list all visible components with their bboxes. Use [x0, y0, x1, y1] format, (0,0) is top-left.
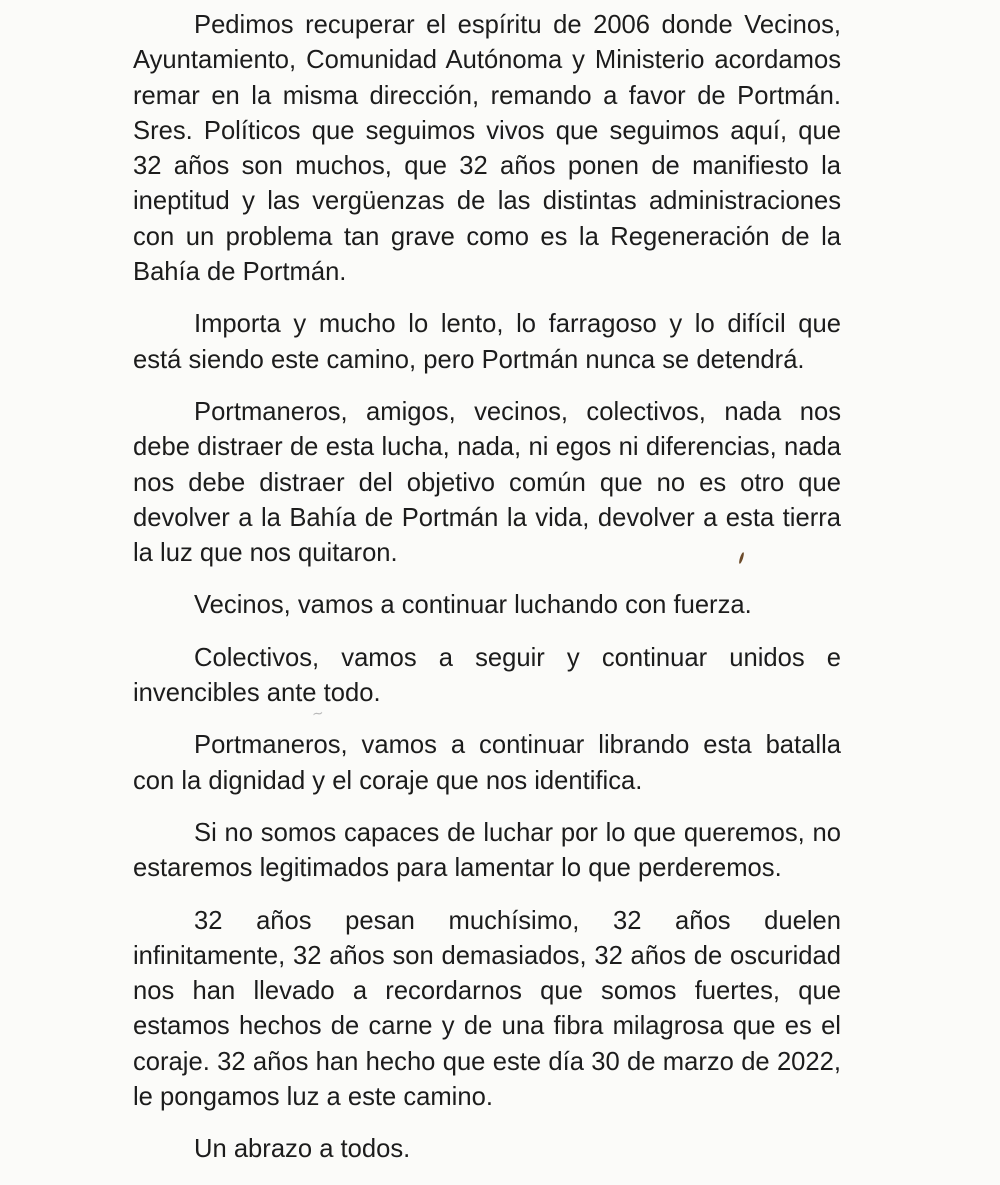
paragraph-1: Pedimos recuperar el espíritu de 2006 donde Vecinos, Ayuntamiento, Comunidad Autónoma y Ministerio acordamos remar en la misma dirección, remando a favor de Portmán. Sres. Políticos que seguimos vivos que seguimos aquí, que 32 años son muchos, que 32 años ponen de manifiesto la ineptitud y las vergüenzas de las distintas administraciones con un problema tan grave como es la Regeneración de la Bahía de Portmán.: [133, 11, 841, 287]
paragraph-2: Importa y mucho lo lento, lo farragoso y lo difícil que está siendo este camino, pero Portmán nunca se detendrá.: [133, 310, 841, 374]
paragraph-6: Portmaneros, vamos a continuar librando esta batalla con la dignidad y el coraje que nos identifica.: [133, 731, 841, 795]
document-page: [133, 8, 841, 1185]
paragraph-8: 32 años pesan muchísimo, 32 años duelen infinitamente, 32 años son demasiados, 32 años de oscuridad nos han llevado a recordarnos que somos fuertes, que estamos hechos de carne y de una fibra milagrosa que es el coraje. 32 años han hecho que este día 30 de marzo de 2022, le pongamos luz a este camino.: [133, 906, 841, 1112]
scan-mark: ~: [310, 705, 325, 723]
paragraph-4: Vecinos, vamos a continuar luchando con fuerza.: [194, 591, 752, 620]
paragraph-3: Portmaneros, amigos, vecinos, colectivos, nada nos debe distraer de esta lucha, nada, ni egos ni diferencias, nada nos debe distraer del objetivo común que no es otro que devolver a la Bahía de Portmán la vida, devolver a esta tierra la luz que nos quitaron.: [133, 397, 841, 568]
paragraph-7: Si no somos capaces de luchar por lo que queremos, no estaremos legitimados para lamentar lo que perderemos.: [133, 818, 841, 883]
closing-line: Un abrazo a todos.: [194, 1135, 411, 1164]
paragraph-5: Colectivos, vamos a seguir y continuar unidos e invencibles ante todo.: [133, 643, 841, 708]
